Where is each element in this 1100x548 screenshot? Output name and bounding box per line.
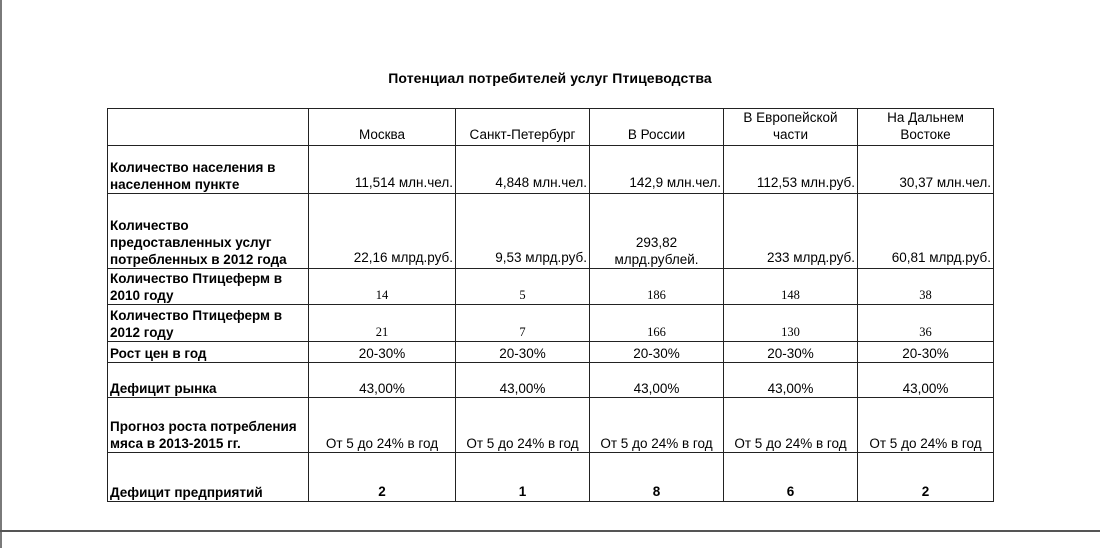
row-label: Дефицит предприятий [108,453,309,502]
table-cell: 14 [309,269,456,305]
table-row [108,342,994,363]
table-cell: 11,514 млн.чел. [309,146,456,194]
table-cell: 20-30% [858,342,994,363]
table-cell: 186 [590,269,724,305]
table-cell: От 5 до 24% в год [456,398,590,453]
row-label: Дефицит рынка [108,363,309,398]
table-cell: 2 [309,453,456,502]
table-cell: 148 [724,269,858,305]
table-cell: 5 [456,269,590,305]
table-cell: От 5 до 24% в год [724,398,858,453]
table-row [108,453,994,502]
table-cell: 43,00% [309,363,456,398]
row-label: Рост цен в год [108,342,309,363]
column-header-moscow: Москва [309,109,456,146]
column-header-european-part: В Европейской части [724,109,858,146]
table-cell: 60,81 млрд.руб. [858,194,994,269]
table-cell: 43,00% [456,363,590,398]
row-label: Прогноз роста потребления мяса в 2013-2015 гг. [108,398,309,453]
table-row [108,305,994,342]
table-cell: 142,9 млн.чел. [590,146,724,194]
table-cell: От 5 до 24% в год [309,398,456,453]
table-cell: 7 [456,305,590,342]
table-cell: 9,53 млрд.руб. [456,194,590,269]
table-cell: 20-30% [724,342,858,363]
table-cell: От 5 до 24% в год [590,398,724,453]
table-cell: 233 млрд.руб. [724,194,858,269]
row-label: Количество Птицеферм в 2012 году [108,305,309,342]
column-header-far-east: На Дальнем Востоке [858,109,994,146]
table-cell: 36 [858,305,994,342]
table-row [108,269,994,305]
table-cell: 22,16 млрд.руб. [309,194,456,269]
table-cell: 8 [590,453,724,502]
table-row [108,363,994,398]
table-row [108,146,994,194]
table-cell: 166 [590,305,724,342]
table-cell: 293,82 млрд.рублей. [590,194,724,269]
table-cell: 2 [858,453,994,502]
table-cell: 4,848 млн.чел. [456,146,590,194]
bottom-border-line [0,530,1100,532]
table-cell: 1 [456,453,590,502]
header-empty-cell [108,109,309,146]
table-cell: 6 [724,453,858,502]
table-cell: 20-30% [309,342,456,363]
row-label: Количество населения в населенном пункте [108,146,309,194]
table-cell: От 5 до 24% в год [858,398,994,453]
table-row [108,194,994,269]
row-label: Количество предоставленных услуг потребленных в 2012 года [108,194,309,269]
column-header-saint-petersburg: Санкт-Петербург [456,109,590,146]
table-cell: 20-30% [590,342,724,363]
table-cell: 20-30% [456,342,590,363]
poultry-consumers-table [107,108,994,502]
table-header-row [108,109,994,146]
table-cell: 43,00% [858,363,994,398]
table-cell: 30,37 млн.чел. [858,146,994,194]
row-label: Количество Птицеферм в 2010 году [108,269,309,305]
table-cell: 21 [309,305,456,342]
table-cell: 38 [858,269,994,305]
table-cell: 43,00% [724,363,858,398]
column-header-russia: В России [590,109,724,146]
table-cell: 43,00% [590,363,724,398]
table-cell: 112,53 млн.руб. [724,146,858,194]
document-title: Потенциал потребителей услуг Птицеводства [388,70,712,86]
table-cell: 130 [724,305,858,342]
table-row [108,398,994,453]
